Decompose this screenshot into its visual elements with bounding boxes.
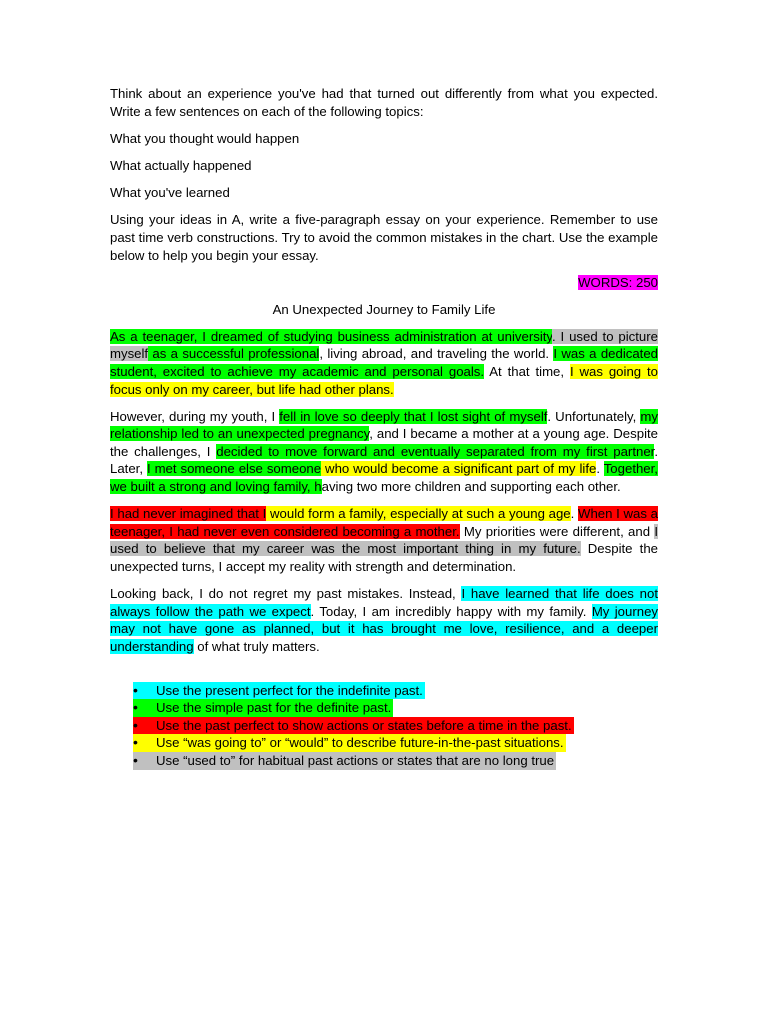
- highlight-future-in-past: I was going to focus only on my career, but life had other plans.: [110, 363, 659, 397]
- bullet-icon: •: [133, 734, 138, 751]
- plain-text: Looking back, I do not regret my past mistakes. Instead,: [110, 586, 462, 602]
- grammar-legend-list: [133, 682, 658, 770]
- plain-text: , and I became a mother at a young age. Despite the challenges, I: [110, 426, 658, 459]
- legend-item-future-in-past: [133, 734, 658, 752]
- word-count-row: [110, 274, 658, 291]
- highlight-simple-past: fell in love so deeply that I lost sight of myself: [279, 408, 548, 424]
- essay-paragraph-2: [110, 408, 658, 496]
- legend-text: Use the past perfect to show actions or states before a time in the past.: [133, 717, 574, 735]
- bullet-icon: •: [133, 699, 138, 716]
- plain-text: .: [596, 461, 604, 477]
- plain-text: . Today, I am incredibly happy with my family.: [310, 603, 592, 619]
- plain-text: Despite the unexpected turns, I accept my reality with strength and determination.: [110, 541, 658, 575]
- topic-thought: What you thought would happen: [110, 130, 300, 146]
- instructions-task: Using your ideas in A, write a five-paragraph essay on your experience. Remember to use past time verb constructions. Try to avoid the common mistakes in the chart. Use the example below to help you begin your essay.: [110, 212, 658, 263]
- plain-text: . Later,: [110, 443, 658, 477]
- essay-title: An Unexpected Journey to Family Life: [272, 301, 496, 317]
- highlight-future-in-past: who would become a significant part of my life: [321, 461, 597, 477]
- bullet-icon: •: [133, 751, 138, 768]
- legend-item-used-to: [133, 752, 658, 770]
- essay-paragraph-1: [110, 328, 658, 398]
- document-body: [110, 85, 658, 770]
- highlight-present-perfect: My journey may not have gone as planned, but it has brought me love, resilience, and a deeper understanding: [110, 603, 659, 654]
- essay-paragraph-4: [110, 585, 658, 655]
- highlight-simple-past: I was a dedicated student, excited to achieve my academic and personal goals.: [110, 346, 659, 379]
- highlight-simple-past: Together, we built a strong and loving family, h: [110, 461, 658, 495]
- plain-text: My priorities were different, and: [459, 523, 655, 539]
- highlight-simple-past: As a teenager, I dreamed of studying business administration at university: [110, 328, 553, 344]
- topic-happened: What actually happened: [110, 157, 252, 173]
- topic-learned: What you've learned: [110, 185, 230, 201]
- bullet-icon: •: [133, 716, 138, 733]
- instructions-intro: Think about an experience you've had that turned out differently from what you expected. Write a few sentences on each of the following topics:: [110, 86, 658, 119]
- legend-item-present-perfect: [133, 682, 658, 700]
- highlight-simple-past: I met someone else someone: [146, 461, 322, 477]
- plain-text: . Unfortunately,: [547, 408, 641, 424]
- highlight-past-perfect: I had never imagined that I: [110, 506, 267, 522]
- plain-text: , living abroad, and traveling the world.: [319, 346, 554, 362]
- legend-text: Use “used to” for habitual past actions or states that are no long true: [133, 752, 556, 770]
- plain-text: At that time,: [484, 363, 570, 379]
- highlight-simple-past: as a successful professional: [148, 346, 320, 362]
- legend-text: Use the present perfect for the indefinite past.: [133, 682, 425, 700]
- legend-item-simple-past: [133, 699, 658, 717]
- highlight-present-perfect: I have learned that life does not always follow the path we expect: [110, 586, 658, 619]
- legend-item-past-perfect: [133, 717, 658, 735]
- legend-text: Use “was going to” or “would” to describe future-in-the-past situations.: [133, 734, 566, 752]
- plain-text: aving two more children and supporting each other.: [321, 479, 621, 495]
- legend-text: Use the simple past for the definite past.: [133, 699, 393, 717]
- highlight-future-in-past: would form a family, especially at such a young age: [266, 506, 571, 522]
- highlight-simple-past: my relationship led to an unexpected pregnancy: [110, 408, 658, 442]
- highlight-used-to: I used to believe that my career was the most important thing in my future.: [110, 523, 658, 557]
- highlight-past-perfect: When I was a teenager, I had never even considered becoming a mother.: [110, 506, 658, 539]
- highlight-simple-past: decided to move forward and eventually separated from my first partner: [216, 443, 655, 459]
- highlight-used-to: . I used to picture myself: [110, 328, 658, 362]
- essay-paragraph-3: [110, 505, 658, 575]
- word-count-badge: WORDS: 250: [578, 274, 658, 290]
- plain-text: .: [570, 506, 578, 522]
- plain-text: of what truly matters.: [193, 639, 320, 654]
- plain-text: However, during my youth, I: [110, 408, 280, 424]
- bullet-icon: •: [133, 681, 138, 698]
